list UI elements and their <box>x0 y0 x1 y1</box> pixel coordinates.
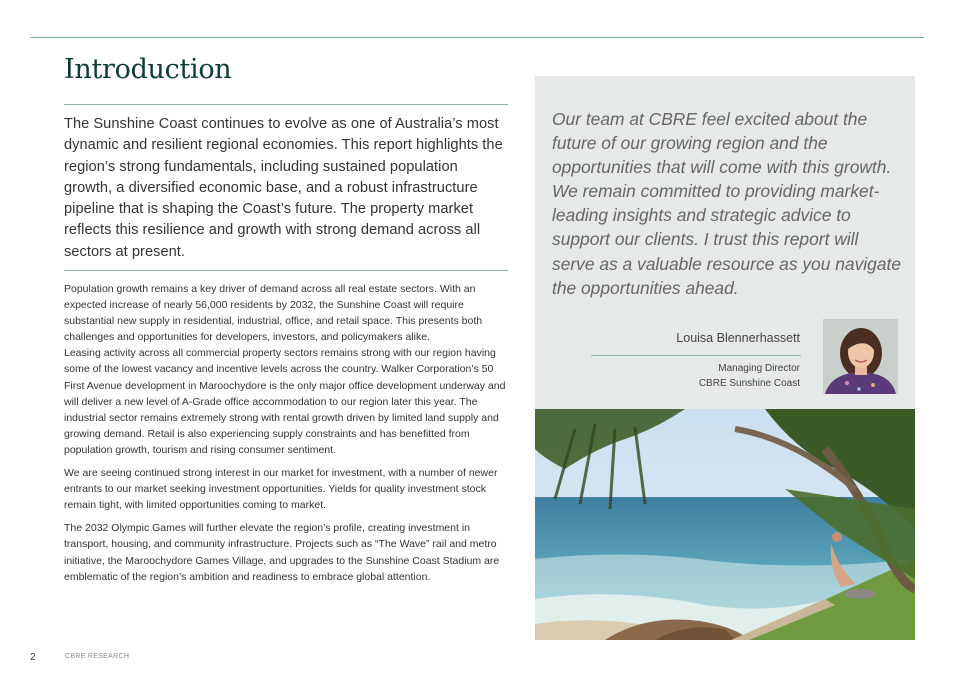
quote-panel <box>535 76 915 409</box>
body-paragraph: Population growth remains a key driver of demand across all real estate sectors. With an expected increase of nearly 56,000 residents by 2032, the Sunshine Coast will require substantial new supply in residential, industrial, office, and retail space. This presents both challenges and opportunities for developers, investors, and policymakers alike. <box>64 283 483 344</box>
page-title: Introduction <box>64 54 232 85</box>
pull-quote: Our team at CBRE feel excited about the future of our growing region and the opportunities that will come with this growth. We remain committed to providing market-leading insights and strategic advice to support our clients. I trust this report will serve as a valuable resource as you navigate the opportunities ahead. <box>552 109 901 298</box>
body-column <box>64 281 508 592</box>
body-paragraph: Leasing activity across all commercial property sectors remains strong with our region having some of the lowest vacancy and incentive levels across the country. Walker Corporation’s 50 First Avenue development in Maroochydore is the only major office development underway and will deliver a new level of A-Grade office accommodation to our region later this year. The industrial sector remains extremely strong with rental growth driven by limited land supply and growing demand. Retail is also experiencing supply constraints and has benefitted from population growth, tourism and rising consumer sentiment. <box>64 347 506 456</box>
page-number: 2 <box>30 652 36 663</box>
signatory-name: Louisa Blennerhassett <box>676 331 800 345</box>
title-divider <box>64 104 508 105</box>
lead-paragraph: The Sunshine Coast continues to evolve as one of Australia’s most dynamic and resilient regional economies. This report highlights the region’s strong fundamentals, including sustained population growth, a diversified economic base, and a robust infrastructure pipeline that is shaping the Coast’s future. The property market reflects this resilience and growth with strong demand across all sectors at present. <box>64 116 503 260</box>
top-rule <box>30 37 924 38</box>
body-paragraph: We are seeing continued strong interest in our market for investment, with a number of newer entrants to our market seeking investment opportunities. Yields for quality investment stock remain tight, with limited opportunities coming to market. <box>64 467 498 512</box>
signature-divider <box>591 355 801 356</box>
signatory-company: CBRE Sunshine Coast <box>698 377 800 389</box>
portrait-photo <box>823 319 898 394</box>
coastal-photo <box>535 409 915 640</box>
footer-label: CBRE RESEARCH <box>65 653 130 660</box>
signatory-role-block <box>699 362 800 391</box>
signatory-title: Managing Director <box>718 363 800 374</box>
lead-divider <box>64 270 508 271</box>
body-paragraph: The 2032 Olympic Games will further elevate the region’s profile, creating investment in transport, housing, and community infrastructure. Projects such as “The Wave” rail and metro initiative, the Maroochydore Games Village, and upgrades to the Sunshine Coast Stadium are emblematic of the region’s ambition and readiness to embrace global attention. <box>64 522 500 583</box>
